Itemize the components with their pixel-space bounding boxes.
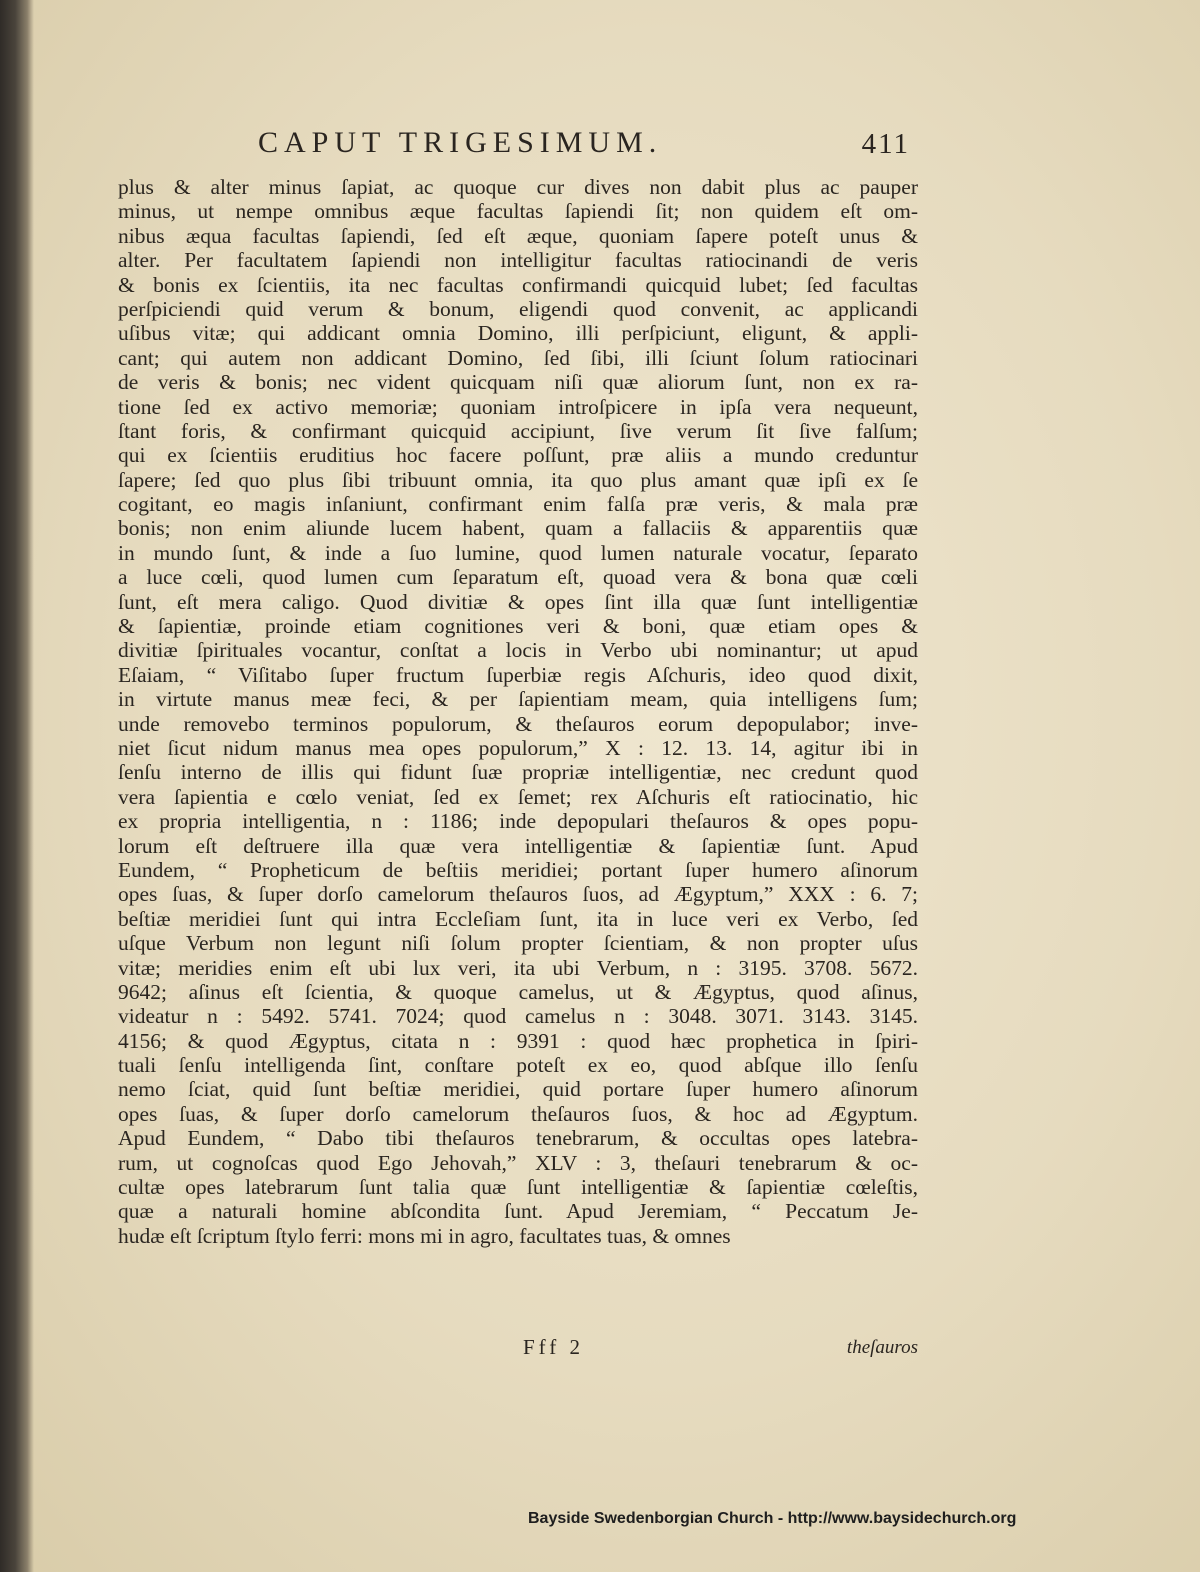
text-line: hudæ eſt ſcriptum ſtylo ferri: mons mi in agro, facultates tuas, & omnes [118,1223,731,1248]
text-line: uſibus vitæ; qui addicant omnia Domino, illi perſpiciunt, eligunt, & appli- [118,321,918,346]
text-line: Eſaiam, “ Viſitabo ſuper fructum ſuperbiæ regis Aſchuris, ideo quod dixit, [118,662,918,687]
catchword: theſauros [846,1337,918,1358]
page-number: 411 [861,128,910,160]
text-line: uſque Verbum non legunt niſi ſolum propter ſcientiam, & non propter uſus [118,931,918,956]
text-line: nibus æqua facultas ſapiendi, ſed eſt æque, quoniam ſapere poteſt unus & [118,223,918,248]
text-line: perſpiciendi quid verum & bonum, eligendi quod convenit, ac applicandi [118,296,918,321]
text-line: ex propria intelligentia, n : 1186; inde depopulari theſauros & opes popu- [118,809,918,834]
text-line: tione ſed ex activo memoriæ; quoniam introſpicere in ipſa vera nequeunt, [118,394,918,419]
text-line: opes ſuas, & ſuper dorſo camelorum theſauros ſuos, ad Ægyptum,” XXX : 6. 7; [118,882,918,907]
text-line: tuali ſenſu intelligenda ſint, conſtare poteſt ex eo, quod abſque illo ſenſu [118,1053,918,1078]
book-spine-shadow [0,0,34,1572]
text-line: minus, ut nempe omnibus æque facultas ſapiendi ſit; non quidem eſt om- [118,199,918,224]
text-line: & bonis ex ſcientiis, ita nec facultas confirmandi quicquid lubet; ſed facultas [118,272,918,297]
text-line: cant; qui autem non addicant Domino, ſed ſibi, illi ſciunt ſolum ratiocinari [118,345,918,370]
text-line: beſtiæ meridiei ſunt qui intra Eccleſiam ſunt, ita in luce veri ex Verbo, ſed [118,906,918,931]
text-line: bonis; non enim aliunde lucem habent, quam a fallaciis & apparentiis quæ [118,516,918,541]
text-line: vitæ; meridies enim eſt ubi lux veri, ita ubi Verbum, n : 3195. 3708. 5672. [118,955,918,980]
text-line: niet ſicut nidum manus mea opes populorum,” X : 12. 13. 14, agitur ibi in [118,735,918,760]
signature-mark: Fff 2 [523,1335,585,1359]
text-line: ſenſu interno de illis qui fidunt ſuæ propriæ intelligentiæ, nec credunt quod [118,760,918,785]
text-line: lorum eſt deſtruere illa quæ vera intelligentiæ & ſapientiæ ſunt. Apud [118,833,918,858]
text-line: rum, ut cognoſcas quod Ego Jehovah,” XLV : 3, theſauri tenebrarum & oc- [118,1150,918,1175]
text-line: qui ex ſcientiis eruditius hoc facere poſſunt, præ aliis a mundo creduntur [118,443,918,468]
text-line: 9642; aſinus eſt ſcientia, & quoque camelus, ut & Ægyptus, quod aſinus, [118,979,918,1004]
text-line: videatur n : 5492. 5741. 7024; quod camelus n : 3048. 3071. 3143. 3145. [118,1004,918,1029]
text-line: 4156; & quod Ægyptus, citata n : 9391 : quod hæc prophetica in ſpiri- [118,1028,918,1053]
page-footer [118,1335,918,1365]
text-line: ſapere; ſed quo plus ſibi tribuunt omnia, ita quo plus amant quæ ipſi ex ſe [118,467,918,492]
text-line: nemo ſciat, quid ſunt beſtiæ meridiei, quid portare ſuper humero aſinorum [118,1077,918,1102]
text-line: divitiæ ſpirituales vocantur, conſtat a locis in Verbo ubi nominantur; ut apud [118,638,918,663]
text-line: in virtute manus meæ feci, & per ſapientiam meam, quia intelligens ſum; [118,687,918,712]
body-text [118,175,918,1248]
text-line: ſunt, eſt mera caligo. Quod divitiæ & opes ſint illa quæ ſunt intelligentiæ [118,589,918,614]
text-line: quæ a naturali homine abſcondita ſunt. Apud Jeremiam, “ Peccatum Je- [118,1199,918,1224]
text-line: plus & alter minus ſapiat, ac quoque cur dives non dabit plus ac pauper [118,175,918,199]
text-line: cultæ opes latebrarum ſunt talia quæ ſunt intelligentiæ & ſapientiæ cœleſtis, [118,1175,918,1200]
text-line: & ſapientiæ, proinde etiam cognitiones veri & boni, quæ etiam opes & [118,614,918,639]
text-line: cogitant, eo magis inſaniunt, confirmant enim falſa præ veris, & mala præ [118,492,918,517]
text-line: vera ſapientia e cœlo veniat, ſed ex ſemet; rex Aſchuris eſt ratiocinatio, hic [118,784,918,809]
text-line: alter. Per facultatem ſapiendi non intelligitur facultas ratiocinandi de veris [118,248,918,273]
text-line: opes ſuas, & ſuper dorſo camelorum theſauros ſuos, & hoc ad Ægyptum. [118,1101,918,1126]
running-head: CAPUT TRIGESIMUM. [258,126,663,159]
watermark-text: Bayside Swedenborgian Church - http://www.baysidechurch.org [528,1510,1017,1527]
page-header [258,126,918,170]
text-line: ſtant foris, & confirmant quicquid accipiunt, ſive verum ſit ſive falſum; [118,418,918,443]
text-line: unde removebo terminos populorum, & theſauros eorum depopulabor; inve- [118,711,918,736]
text-line: a luce cœli, quod lumen cum ſeparatum eſt, quoad vera & bona quæ cœli [118,565,918,590]
text-line: Eundem, “ Propheticum de beſtiis meridiei; portant ſuper humero aſinorum [118,857,918,882]
text-line: in mundo ſunt, & inde a ſuo lumine, quod lumen naturale vocatur, ſeparato [118,540,918,565]
text-line: Apud Eundem, “ Dabo tibi theſauros tenebrarum, & occultas opes latebra- [118,1126,918,1151]
text-line: de veris & bonis; nec vident quicquam niſi quæ aliorum ſunt, non ex ra- [118,370,918,395]
